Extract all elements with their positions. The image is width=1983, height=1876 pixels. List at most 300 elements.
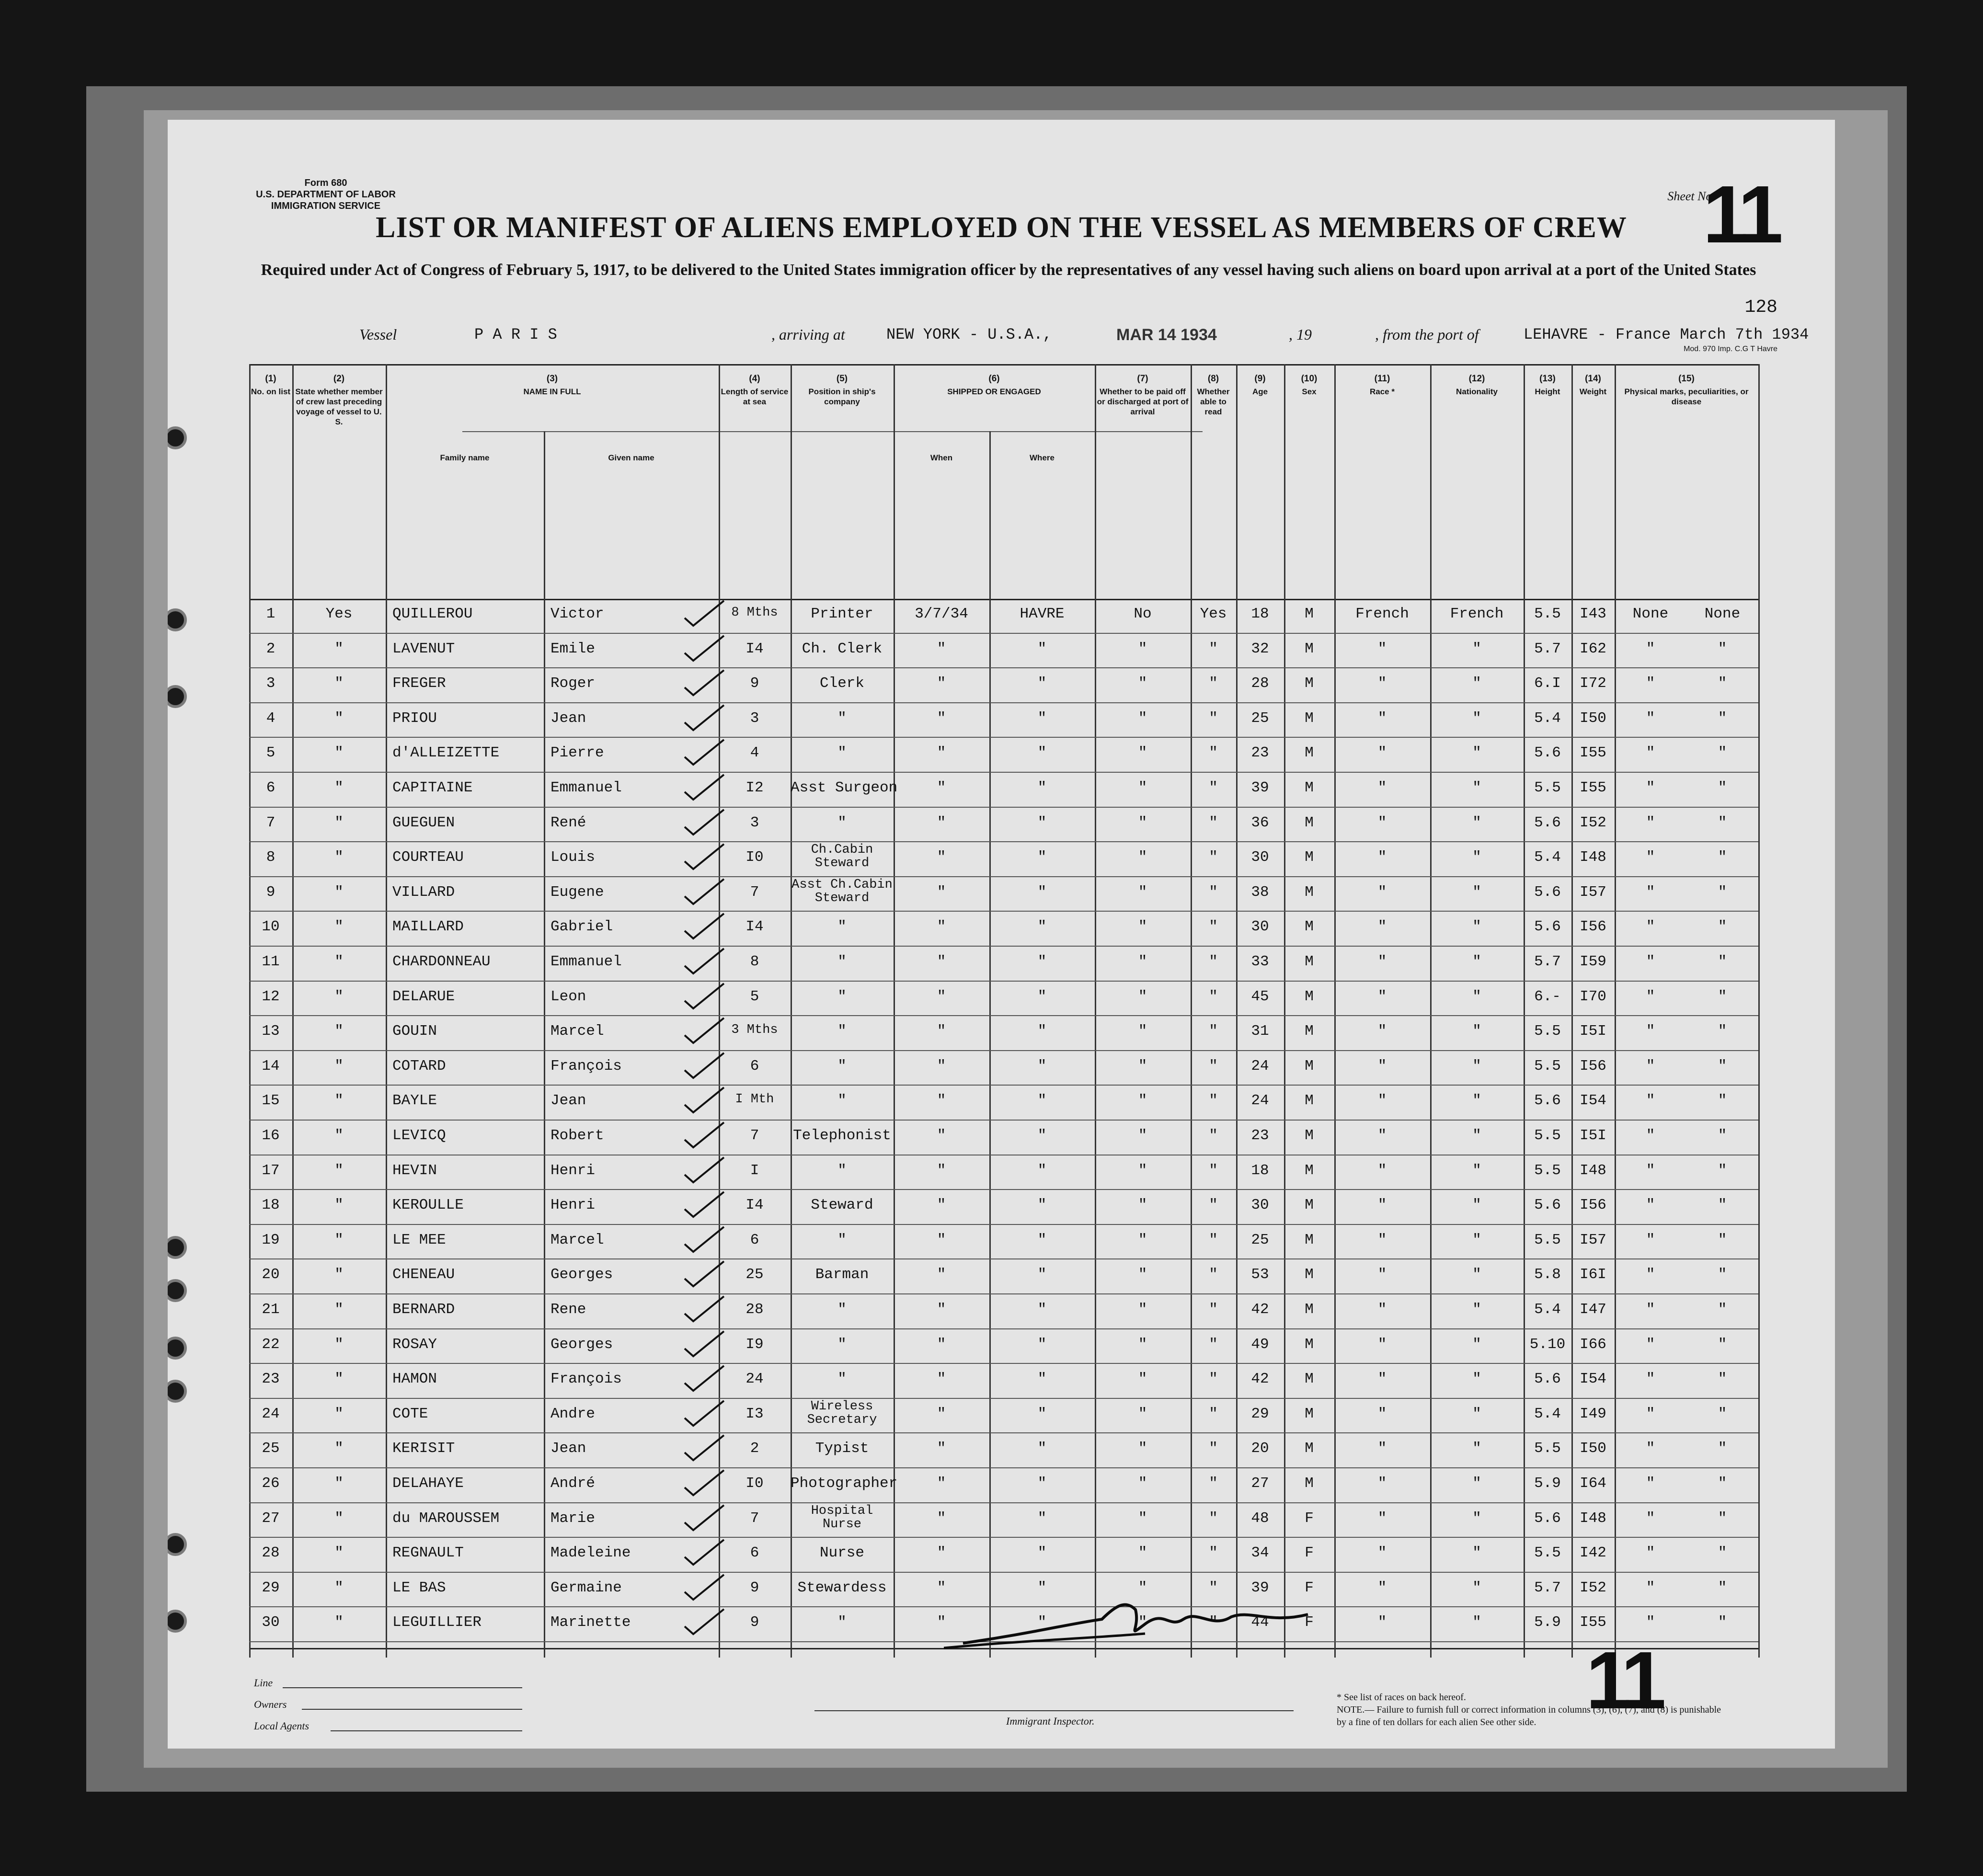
- cell-position: Photographer: [791, 1475, 898, 1492]
- cell-sex: M: [1305, 1092, 1314, 1110]
- cell-remarks: ": [1718, 1579, 1727, 1596]
- cell-nationality: ": [1472, 1057, 1481, 1075]
- cell-height: 5.6: [1534, 744, 1561, 762]
- punch-hole: [168, 685, 187, 708]
- cell-remarks: ": [1718, 1371, 1727, 1388]
- cell-read: ": [1209, 1371, 1218, 1388]
- cell-when: ": [937, 1092, 946, 1110]
- cell-weight: I48: [1580, 1162, 1606, 1179]
- cell-no: 15: [262, 1092, 280, 1110]
- cell-family: VILLARD: [392, 883, 455, 901]
- cell-sex: M: [1305, 1023, 1314, 1040]
- header-no: (1) No. on list: [251, 374, 291, 396]
- cell-race: ": [1377, 709, 1387, 727]
- cell-family: du MAROUSSEM: [392, 1510, 500, 1527]
- form-identifier: [240, 177, 412, 212]
- cell-height: 5.9: [1534, 1475, 1561, 1492]
- cell-prev: ": [334, 1579, 344, 1596]
- cell-remarks: ": [1718, 744, 1727, 762]
- cell-service: 6: [750, 1057, 759, 1075]
- cell-age: 32: [1251, 640, 1269, 657]
- cell-service: 9: [750, 675, 759, 692]
- cell-height: 5.6: [1534, 1092, 1561, 1110]
- cell-service: I0: [745, 849, 764, 866]
- cell-marks: ": [1646, 1266, 1655, 1283]
- cell-race: ": [1377, 849, 1387, 866]
- cell-marks: ": [1646, 1440, 1655, 1457]
- table-row: [249, 842, 1758, 880]
- cell-weight: I49: [1580, 1405, 1606, 1422]
- cell-remarks: ": [1718, 953, 1727, 970]
- cell-prev: ": [334, 1614, 344, 1631]
- cell-when: ": [937, 1544, 946, 1562]
- cell-given: René: [550, 814, 586, 831]
- cell-sex: F: [1305, 1579, 1314, 1596]
- cell-age: 36: [1251, 814, 1269, 831]
- cell-service: 7: [750, 883, 759, 901]
- cell-nationality: ": [1472, 1405, 1481, 1422]
- cell-position: ": [837, 1162, 847, 1179]
- cell-remarks: ": [1718, 1197, 1727, 1214]
- cell-when: ": [937, 1475, 946, 1492]
- cell-no: 17: [262, 1162, 280, 1179]
- cell-where: ": [1037, 744, 1047, 762]
- cell-when: ": [937, 709, 946, 727]
- cell-sex: F: [1305, 1544, 1314, 1562]
- cell-given: Marie: [550, 1510, 596, 1527]
- cell-when: 3/7/34: [915, 606, 968, 622]
- cell-where: ": [1037, 1544, 1047, 1562]
- check-mark: [683, 1503, 726, 1532]
- cell-given: Madeleine: [550, 1544, 631, 1562]
- bottom-sheet-number: 11: [1586, 1635, 1661, 1726]
- cell-age: 38: [1251, 883, 1269, 901]
- cell-nationality: ": [1472, 1336, 1481, 1353]
- cell-given: Robert: [550, 1127, 604, 1144]
- header-nationality: (12) Nationality: [1456, 374, 1498, 396]
- cell-family: LE BAS: [392, 1579, 446, 1596]
- cell-when: ": [937, 814, 946, 831]
- cell-marks: ": [1646, 1475, 1655, 1492]
- year-label: , 19: [1289, 326, 1312, 343]
- cell-where: ": [1037, 1371, 1047, 1388]
- cell-when: ": [937, 1162, 946, 1179]
- table-row: [249, 1329, 1758, 1367]
- cell-service: 24: [745, 1371, 764, 1388]
- cell-given: Henri: [550, 1162, 596, 1179]
- check-mark: [683, 912, 726, 940]
- cell-position: Ch. Clerk: [802, 640, 883, 657]
- cell-position: Printer: [811, 606, 873, 622]
- cell-remarks: ": [1718, 1510, 1727, 1527]
- cell-where: ": [1037, 814, 1047, 831]
- cell-sex: M: [1305, 1231, 1314, 1248]
- cell-family: LEVICQ: [392, 1127, 446, 1144]
- cell-service: I3: [745, 1405, 764, 1422]
- cell-prev: ": [334, 918, 344, 936]
- cell-service: I: [750, 1162, 759, 1179]
- cell-prev: ": [334, 1440, 344, 1457]
- cell-marks: ": [1646, 1371, 1655, 1388]
- cell-paid: ": [1138, 779, 1147, 796]
- cell-no: 2: [266, 640, 275, 657]
- cell-race: ": [1377, 1405, 1387, 1422]
- cell-no: 11: [262, 953, 280, 970]
- cell-position: Asst Surgeon: [791, 779, 898, 796]
- cell-position: Telephonist: [793, 1127, 891, 1144]
- check-mark: [683, 982, 726, 1010]
- cell-marks: ": [1646, 779, 1655, 796]
- cell-age: 24: [1251, 1057, 1269, 1075]
- cell-sex: M: [1305, 1405, 1314, 1422]
- cell-no: 1: [266, 606, 275, 622]
- cell-where: ": [1037, 1231, 1047, 1248]
- cell-sex: F: [1305, 1614, 1314, 1631]
- table-row: [249, 1225, 1758, 1262]
- cell-where: ": [1037, 1440, 1047, 1457]
- cell-nationality: ": [1472, 1510, 1481, 1527]
- cell-read: ": [1209, 1475, 1218, 1492]
- cell-age: 23: [1251, 1127, 1269, 1144]
- cell-nationality: ": [1472, 1197, 1481, 1214]
- cell-when: ": [937, 953, 946, 970]
- cell-given: François: [550, 1057, 622, 1075]
- cell-prev: ": [334, 1127, 344, 1144]
- cell-marks: ": [1646, 1127, 1655, 1144]
- cell-remarks: ": [1718, 1614, 1727, 1631]
- cell-height: 6.-: [1534, 988, 1561, 1005]
- cell-family: ROSAY: [392, 1336, 437, 1353]
- cell-sex: M: [1305, 1371, 1314, 1388]
- check-mark: [683, 738, 726, 766]
- cell-nationality: ": [1472, 1544, 1481, 1562]
- cell-remarks: ": [1718, 709, 1727, 727]
- cell-sex: F: [1305, 1510, 1314, 1527]
- cell-marks: ": [1646, 1544, 1655, 1562]
- cell-weight: I64: [1580, 1475, 1606, 1492]
- arriving-label: , arriving at: [771, 326, 845, 343]
- cell-remarks: ": [1718, 1162, 1727, 1179]
- cell-family: DELAHAYE: [392, 1475, 464, 1492]
- cell-prev: ": [334, 675, 344, 692]
- check-mark: [683, 1259, 726, 1288]
- cell-nationality: ": [1472, 1023, 1481, 1040]
- page-number: 128: [1744, 297, 1777, 318]
- table-row: [249, 877, 1758, 915]
- cell-age: 49: [1251, 1336, 1269, 1353]
- cell-when: ": [937, 675, 946, 692]
- cell-family: d'ALLEIZETTE: [392, 744, 500, 762]
- cell-remarks: ": [1718, 883, 1727, 901]
- cell-prev: ": [334, 744, 344, 762]
- cell-when: ": [937, 1231, 946, 1248]
- cell-remarks: ": [1718, 1057, 1727, 1075]
- cell-paid: ": [1138, 849, 1147, 866]
- cell-service: 8 Mths: [731, 606, 778, 620]
- cell-when: ": [937, 1510, 946, 1527]
- cell-paid: ": [1138, 1266, 1147, 1283]
- cell-height: 5.5: [1534, 606, 1561, 622]
- cell-position: Asst Ch.Cabin Steward: [791, 877, 893, 905]
- cell-where: HAVRE: [1020, 606, 1065, 622]
- cell-given: Jean: [550, 1092, 586, 1110]
- cell-family: LAVENUT: [392, 640, 455, 657]
- check-mark: [683, 1433, 726, 1462]
- cell-given: Victor: [550, 606, 604, 622]
- cell-where: ": [1037, 709, 1047, 727]
- table-row: [249, 703, 1758, 741]
- cell-age: 25: [1251, 709, 1269, 727]
- cell-read: ": [1209, 1544, 1218, 1562]
- cell-family: QUILLEROU: [392, 606, 473, 622]
- cell-weight: I55: [1580, 744, 1606, 762]
- cell-nationality: ": [1472, 1440, 1481, 1457]
- cell-service: I4: [745, 640, 764, 657]
- cell-age: 42: [1251, 1371, 1269, 1388]
- cell-race: ": [1377, 1231, 1387, 1248]
- cell-nationality: ": [1472, 1092, 1481, 1110]
- punch-hole: [168, 426, 187, 449]
- cell-race: ": [1377, 1266, 1387, 1283]
- check-mark: [683, 1607, 726, 1636]
- cell-when: ": [937, 1371, 946, 1388]
- cell-where: ": [1037, 1510, 1047, 1527]
- cell-family: REGNAULT: [392, 1544, 464, 1562]
- check-mark: [683, 1155, 726, 1184]
- header-given-name: Given name: [608, 453, 654, 462]
- cell-position: ": [837, 953, 847, 970]
- date-stamp: MAR 14 1934: [1116, 326, 1217, 344]
- cell-race: ": [1377, 779, 1387, 796]
- cell-no: 30: [262, 1614, 280, 1631]
- cell-where: ": [1037, 1023, 1047, 1040]
- cell-read: ": [1209, 849, 1218, 866]
- cell-when: ": [937, 883, 946, 901]
- footnote: [1337, 1691, 1730, 1728]
- header-family-name: Family name: [440, 453, 490, 462]
- cell-service: 9: [750, 1579, 759, 1596]
- cell-prev: ": [334, 1405, 344, 1422]
- cell-no: 4: [266, 709, 275, 727]
- table-row: [249, 1294, 1758, 1332]
- cell-given: Louis: [550, 849, 596, 866]
- header-age: (9) Age: [1252, 374, 1268, 396]
- cell-paid: ": [1138, 1092, 1147, 1110]
- cell-height: 5.6: [1534, 814, 1561, 831]
- cell-no: 26: [262, 1475, 280, 1492]
- cell-remarks: ": [1718, 988, 1727, 1005]
- check-mark: [683, 1225, 726, 1254]
- cell-race: ": [1377, 814, 1387, 831]
- cell-paid: ": [1138, 1544, 1147, 1562]
- table-row: [249, 668, 1758, 706]
- cell-age: 20: [1251, 1440, 1269, 1457]
- cell-sex: M: [1305, 1266, 1314, 1283]
- header-paid-off: (7) Whether to be paid off or discharged at port of arrival: [1097, 374, 1189, 416]
- cell-when: ": [937, 1023, 946, 1040]
- cell-marks: ": [1646, 1057, 1655, 1075]
- cell-race: ": [1377, 988, 1387, 1005]
- cell-paid: ": [1138, 744, 1147, 762]
- cell-given: Henri: [550, 1197, 596, 1214]
- cell-where: ": [1037, 779, 1047, 796]
- header-weight: (14) Weight: [1579, 374, 1607, 396]
- cell-paid: ": [1138, 1371, 1147, 1388]
- table-row: [249, 1016, 1758, 1053]
- cell-paid: ": [1138, 1057, 1147, 1075]
- cell-height: 5.6: [1534, 1510, 1561, 1527]
- cell-no: 13: [262, 1023, 280, 1040]
- cell-service: 8: [750, 953, 759, 970]
- cell-nationality: ": [1472, 1231, 1481, 1248]
- check-mark: [683, 599, 726, 628]
- cell-prev: ": [334, 1266, 344, 1283]
- cell-nationality: ": [1472, 779, 1481, 796]
- cell-given: Leon: [550, 988, 586, 1005]
- cell-weight: I55: [1580, 779, 1606, 796]
- cell-given: André: [550, 1475, 596, 1492]
- cell-sex: M: [1305, 814, 1314, 831]
- cell-given: Eugene: [550, 883, 604, 901]
- cell-when: ": [937, 1440, 946, 1457]
- cell-position: ": [837, 1336, 847, 1353]
- cell-no: 28: [262, 1544, 280, 1562]
- cell-service: I0: [745, 1475, 764, 1492]
- table-row: [249, 982, 1758, 1019]
- cell-sex: M: [1305, 640, 1314, 657]
- cell-no: 10: [262, 918, 280, 936]
- cell-paid: ": [1138, 1023, 1147, 1040]
- cell-marks: ": [1646, 1579, 1655, 1596]
- cell-age: 18: [1251, 1162, 1269, 1179]
- cell-no: 27: [262, 1510, 280, 1527]
- cell-family: CHARDONNEAU: [392, 953, 491, 970]
- cell-service: 5: [750, 988, 759, 1005]
- cell-position: ": [837, 918, 847, 936]
- from-port-label: , from the port of: [1375, 326, 1479, 343]
- cell-given: Andre: [550, 1405, 596, 1422]
- table-row: [249, 1086, 1758, 1123]
- cell-position: ": [837, 1301, 847, 1318]
- owners-label: Owners: [254, 1698, 287, 1710]
- check-mark: [683, 668, 726, 697]
- cell-family: COTE: [392, 1405, 428, 1422]
- cell-family: FREGER: [392, 675, 446, 692]
- cell-height: 5.7: [1534, 1579, 1561, 1596]
- cell-height: 5.6: [1534, 1197, 1561, 1214]
- cell-race: French: [1355, 606, 1409, 622]
- cell-where: ": [1037, 1336, 1047, 1353]
- cell-position: ": [837, 814, 847, 831]
- cell-read: ": [1209, 1231, 1218, 1248]
- header-physical-marks: (15) Physical marks, peculiarities, or disease: [1624, 374, 1749, 406]
- cell-race: ": [1377, 640, 1387, 657]
- header-previous-voyage: (2) State whether member of crew last preceding voyage of vessel to U. S.: [295, 374, 383, 426]
- table-row: [249, 1051, 1758, 1088]
- header-shipped-where: Where: [1030, 453, 1055, 462]
- cell-weight: I56: [1580, 1057, 1606, 1075]
- cell-no: 22: [262, 1336, 280, 1353]
- cell-remarks: None: [1704, 606, 1741, 622]
- cell-given: Jean: [550, 709, 586, 727]
- cell-paid: ": [1138, 1614, 1147, 1631]
- cell-nationality: ": [1472, 988, 1481, 1005]
- cell-age: 28: [1251, 675, 1269, 692]
- cell-race: ": [1377, 1127, 1387, 1144]
- cell-height: 5.5: [1534, 1023, 1561, 1040]
- cell-where: ": [1037, 640, 1047, 657]
- check-mark: [683, 1329, 726, 1358]
- cell-when: ": [937, 1057, 946, 1075]
- cell-where: ": [1037, 918, 1047, 936]
- table-row: [249, 1433, 1758, 1471]
- table-row: [249, 1399, 1758, 1436]
- cell-weight: I50: [1580, 1440, 1606, 1457]
- cell-age: 30: [1251, 849, 1269, 866]
- cell-family: KEROULLE: [392, 1197, 464, 1214]
- cell-paid: ": [1138, 675, 1147, 692]
- cell-prev: ": [334, 1301, 344, 1318]
- cell-weight: I50: [1580, 709, 1606, 727]
- check-mark: [683, 842, 726, 871]
- cell-where: ": [1037, 1614, 1047, 1631]
- cell-height: 5.6: [1534, 1371, 1561, 1388]
- cell-given: Emmanuel: [550, 779, 622, 796]
- cell-when: ": [937, 640, 946, 657]
- cell-nationality: ": [1472, 1301, 1481, 1318]
- cell-no: 6: [266, 779, 275, 796]
- cell-prev: ": [334, 883, 344, 901]
- cell-position: ": [837, 1371, 847, 1388]
- cell-weight: I56: [1580, 918, 1606, 936]
- sheet-label: Sheet No.: [1667, 189, 1715, 203]
- cell-nationality: ": [1472, 1371, 1481, 1388]
- cell-race: ": [1377, 1057, 1387, 1075]
- cell-weight: I57: [1580, 883, 1606, 901]
- vessel-label: Vessel: [359, 326, 397, 343]
- cell-family: CHENEAU: [392, 1266, 455, 1283]
- check-mark: [683, 1190, 726, 1219]
- cell-read: ": [1209, 1162, 1218, 1179]
- cell-age: 31: [1251, 1023, 1269, 1040]
- cell-paid: ": [1138, 1475, 1147, 1492]
- cell-marks: ": [1646, 1301, 1655, 1318]
- cell-no: 24: [262, 1405, 280, 1422]
- check-mark: [683, 1051, 726, 1080]
- cell-sex: M: [1305, 1440, 1314, 1457]
- cell-where: ": [1037, 1405, 1047, 1422]
- cell-race: ": [1377, 1023, 1387, 1040]
- cell-prev: ": [334, 1510, 344, 1527]
- cell-family: COURTEAU: [392, 849, 464, 866]
- cell-no: 23: [262, 1371, 280, 1388]
- cell-nationality: ": [1472, 814, 1481, 831]
- cell-paid: ": [1138, 1405, 1147, 1422]
- cell-no: 29: [262, 1579, 280, 1596]
- cell-given: Gabriel: [550, 918, 613, 936]
- cell-given: Marinette: [550, 1614, 631, 1631]
- cell-position: ": [837, 988, 847, 1005]
- header-position: (5) Position in ship's company: [808, 374, 876, 406]
- cell-given: Marcel: [550, 1023, 604, 1040]
- cell-weight: I54: [1580, 1371, 1606, 1388]
- check-mark: [683, 877, 726, 906]
- cell-remarks: ": [1718, 1544, 1727, 1562]
- cell-read: ": [1209, 1092, 1218, 1110]
- header-shipped-engaged: (6) SHIPPED OR ENGAGED: [947, 374, 1041, 396]
- cell-where: ": [1037, 849, 1047, 866]
- from-port: LEHAVRE - France March 7th 1934: [1524, 326, 1809, 343]
